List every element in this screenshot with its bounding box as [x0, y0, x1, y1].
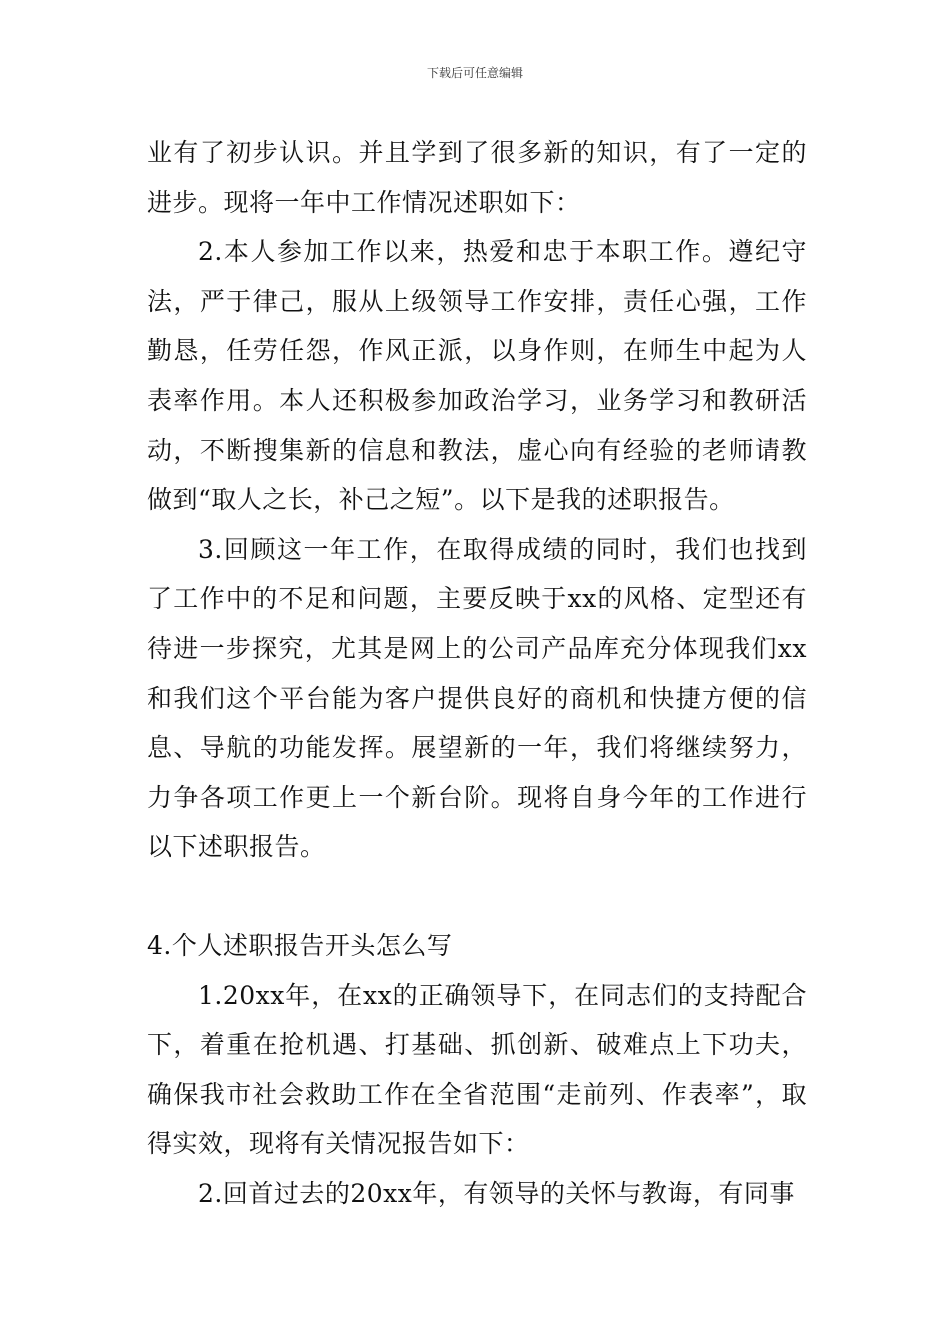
paragraph-continuation: 业有了初步认识。并且学到了很多新的知识，有了一定的进步。现将一年中工作情况述职如下： — [147, 138, 807, 217]
paragraph-item-3: 3.回顾这一年工作，在取得成绩的同时，我们也找到了工作中的不足和问题，主要反映于xx的风格、定型还有待进一步探究，尤其是网上的公司产品库充分体现我们xx和我们这个平台能为客户提供良好的商机和快捷方便的信息、导航的功能发挥。展望新的一年，我们将继续努力，力争各项工作更上一个新台阶。现将自身今年的工作进行以下述职报告。 — [147, 534, 807, 862]
section-heading: 4.个人述职报告开头怎么写 — [147, 930, 453, 960]
paragraph-item-1: 1.20xx年，在xx的正确领导下，在同志们的支持配合下，着重在抢机遇、打基础、抓创新、破难点上下功夫，确保我市社会救助工作在全省范围“走前列、作表率”，取得实效，现将有关情况报告如下： — [147, 980, 807, 1159]
paragraph-item-2-partial: 2.回首过去的20xx年，有领导的关怀与教诲，有同事 — [198, 1178, 795, 1208]
page-header-note: 下载后可任意编辑 — [426, 66, 523, 80]
section-spacer — [147, 872, 807, 921]
paragraph-item-2: 2.本人参加工作以来，热爱和忠于本职工作。遵纪守法，严于律己，服从上级领导工作安排，责任心强，工作勤恳，任劳任怨，作风正派，以身作则，在师生中起为人表率作用。本人还积极参加政治学习，业务学习和教研活动，不断搜集新的信息和教法，虚心向有经验的老师请教做到“取人之长，补己之短”。以下是我的述职报告。 — [147, 237, 807, 515]
document-body — [147, 128, 807, 1218]
